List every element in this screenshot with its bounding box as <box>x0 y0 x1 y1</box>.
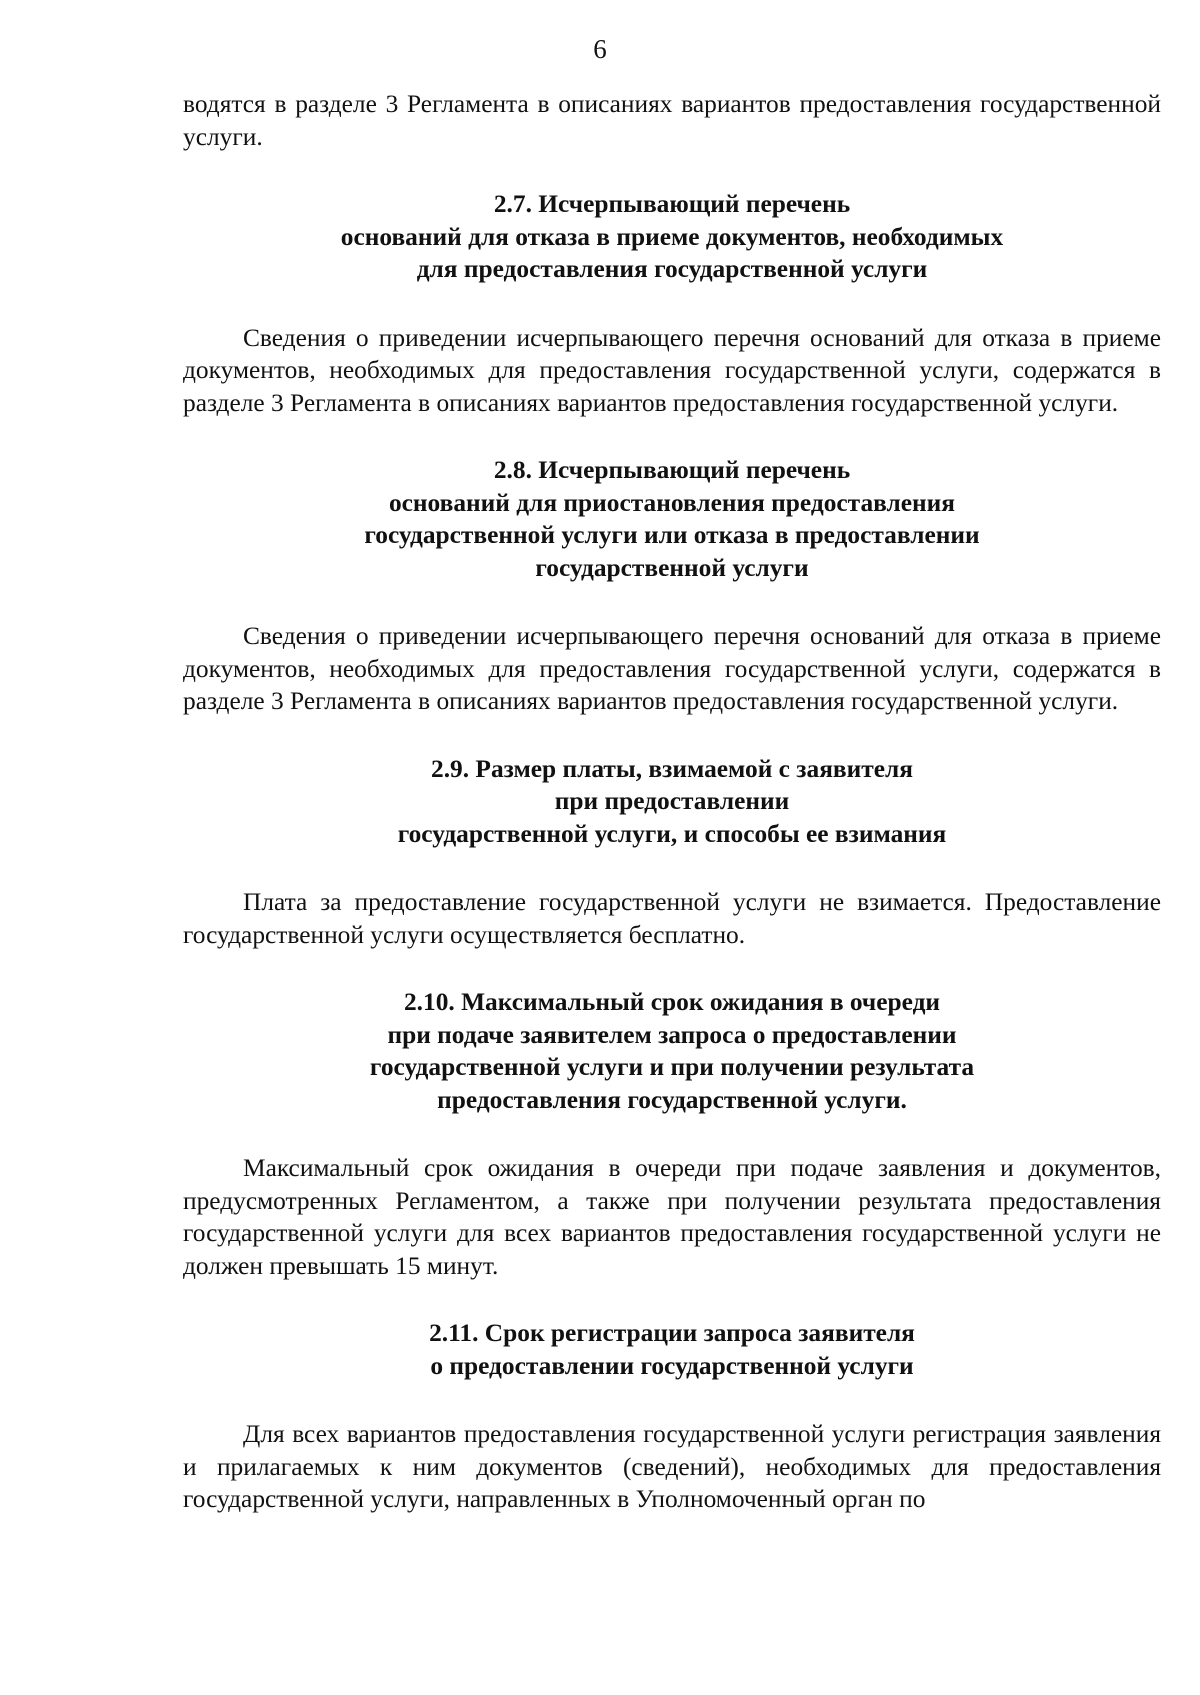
heading-line: 2.11. Срок регистрации запроса заявителя <box>429 1319 915 1347</box>
heading-line: государственной услуги <box>535 553 809 582</box>
heading-line: предоставления государственной услуги. <box>437 1085 907 1114</box>
heading-line: 2.9. Размер платы, взимаемой с заявителя <box>431 754 913 783</box>
heading-line: государственной услуги и при получении результата <box>369 1053 975 1081</box>
section-body-2-7: Сведения о приведении исчерпывающего перечня оснований для отказа в приеме документов, необходимых для предоставления государственной услуги, содержатся в разделе 3 Регламента в описаниях вариантов предоставления государственной услуги. <box>183 323 1161 417</box>
heading-line: для предоставления государственной услуги <box>416 255 928 283</box>
section-heading-2-7 <box>183 188 1161 286</box>
heading-line: 2.8. Исчерпывающий перечень <box>493 456 851 484</box>
heading-line: 2.10. Максимальный срок ожидания в очереди <box>403 988 941 1016</box>
section-body-2-10: Максимальный срок ожидания в очереди при подаче заявления и документов, предусмотренных Регламентом, а также при получении результата предоставления государственной услуги для всех вариантов предоставления государственной услуги не должен превышать 15 минут. <box>183 1154 1161 1280</box>
heading-line: при подаче заявителем запроса о предоставлении <box>387 1020 957 1049</box>
page-number: 6 <box>593 34 607 64</box>
intro-paragraph: водятся в разделе 3 Регламента в описаниях вариантов предоставления государственной услуги. <box>183 90 1161 151</box>
section-body-2-8: Сведения о приведении исчерпывающего перечня оснований для отказа в приеме документов, необходимых для предоставления государственной услуги, содержатся в разделе 3 Регламента в описаниях вариантов предоставления государственной услуги. <box>183 622 1161 715</box>
page-content <box>183 88 1161 1516</box>
heading-line: государственной услуги или отказа в предоставлении <box>364 521 980 549</box>
heading-line: при предоставлении <box>554 787 790 815</box>
section-body-2-11: Для всех вариантов предоставления государственной услуги регистрация заявления и прилагаемых к ним документов (сведений), необходимых для предоставления государственной услуги, направленных в Уполномоченный орган по <box>183 1420 1161 1513</box>
heading-line: оснований для отказа в приеме документов, необходимых <box>340 222 1004 251</box>
section-heading-2-9 <box>183 753 1161 851</box>
heading-line: о предоставлении государственной услуги <box>430 1351 914 1380</box>
heading-line: 2.7. Исчерпывающий перечень <box>493 190 851 218</box>
heading-line: оснований для приостановления предоставления <box>388 488 956 517</box>
section-body-2-9: Плата за предоставление государственной услуги не взимается. Предоставление государственной услуги осуществляется бесплатно. <box>183 888 1161 949</box>
heading-line: государственной услуги, и способы ее взимания <box>397 819 947 848</box>
section-heading-2-11 <box>183 1317 1161 1382</box>
section-heading-2-8 <box>183 454 1161 584</box>
section-heading-2-10 <box>183 986 1161 1116</box>
